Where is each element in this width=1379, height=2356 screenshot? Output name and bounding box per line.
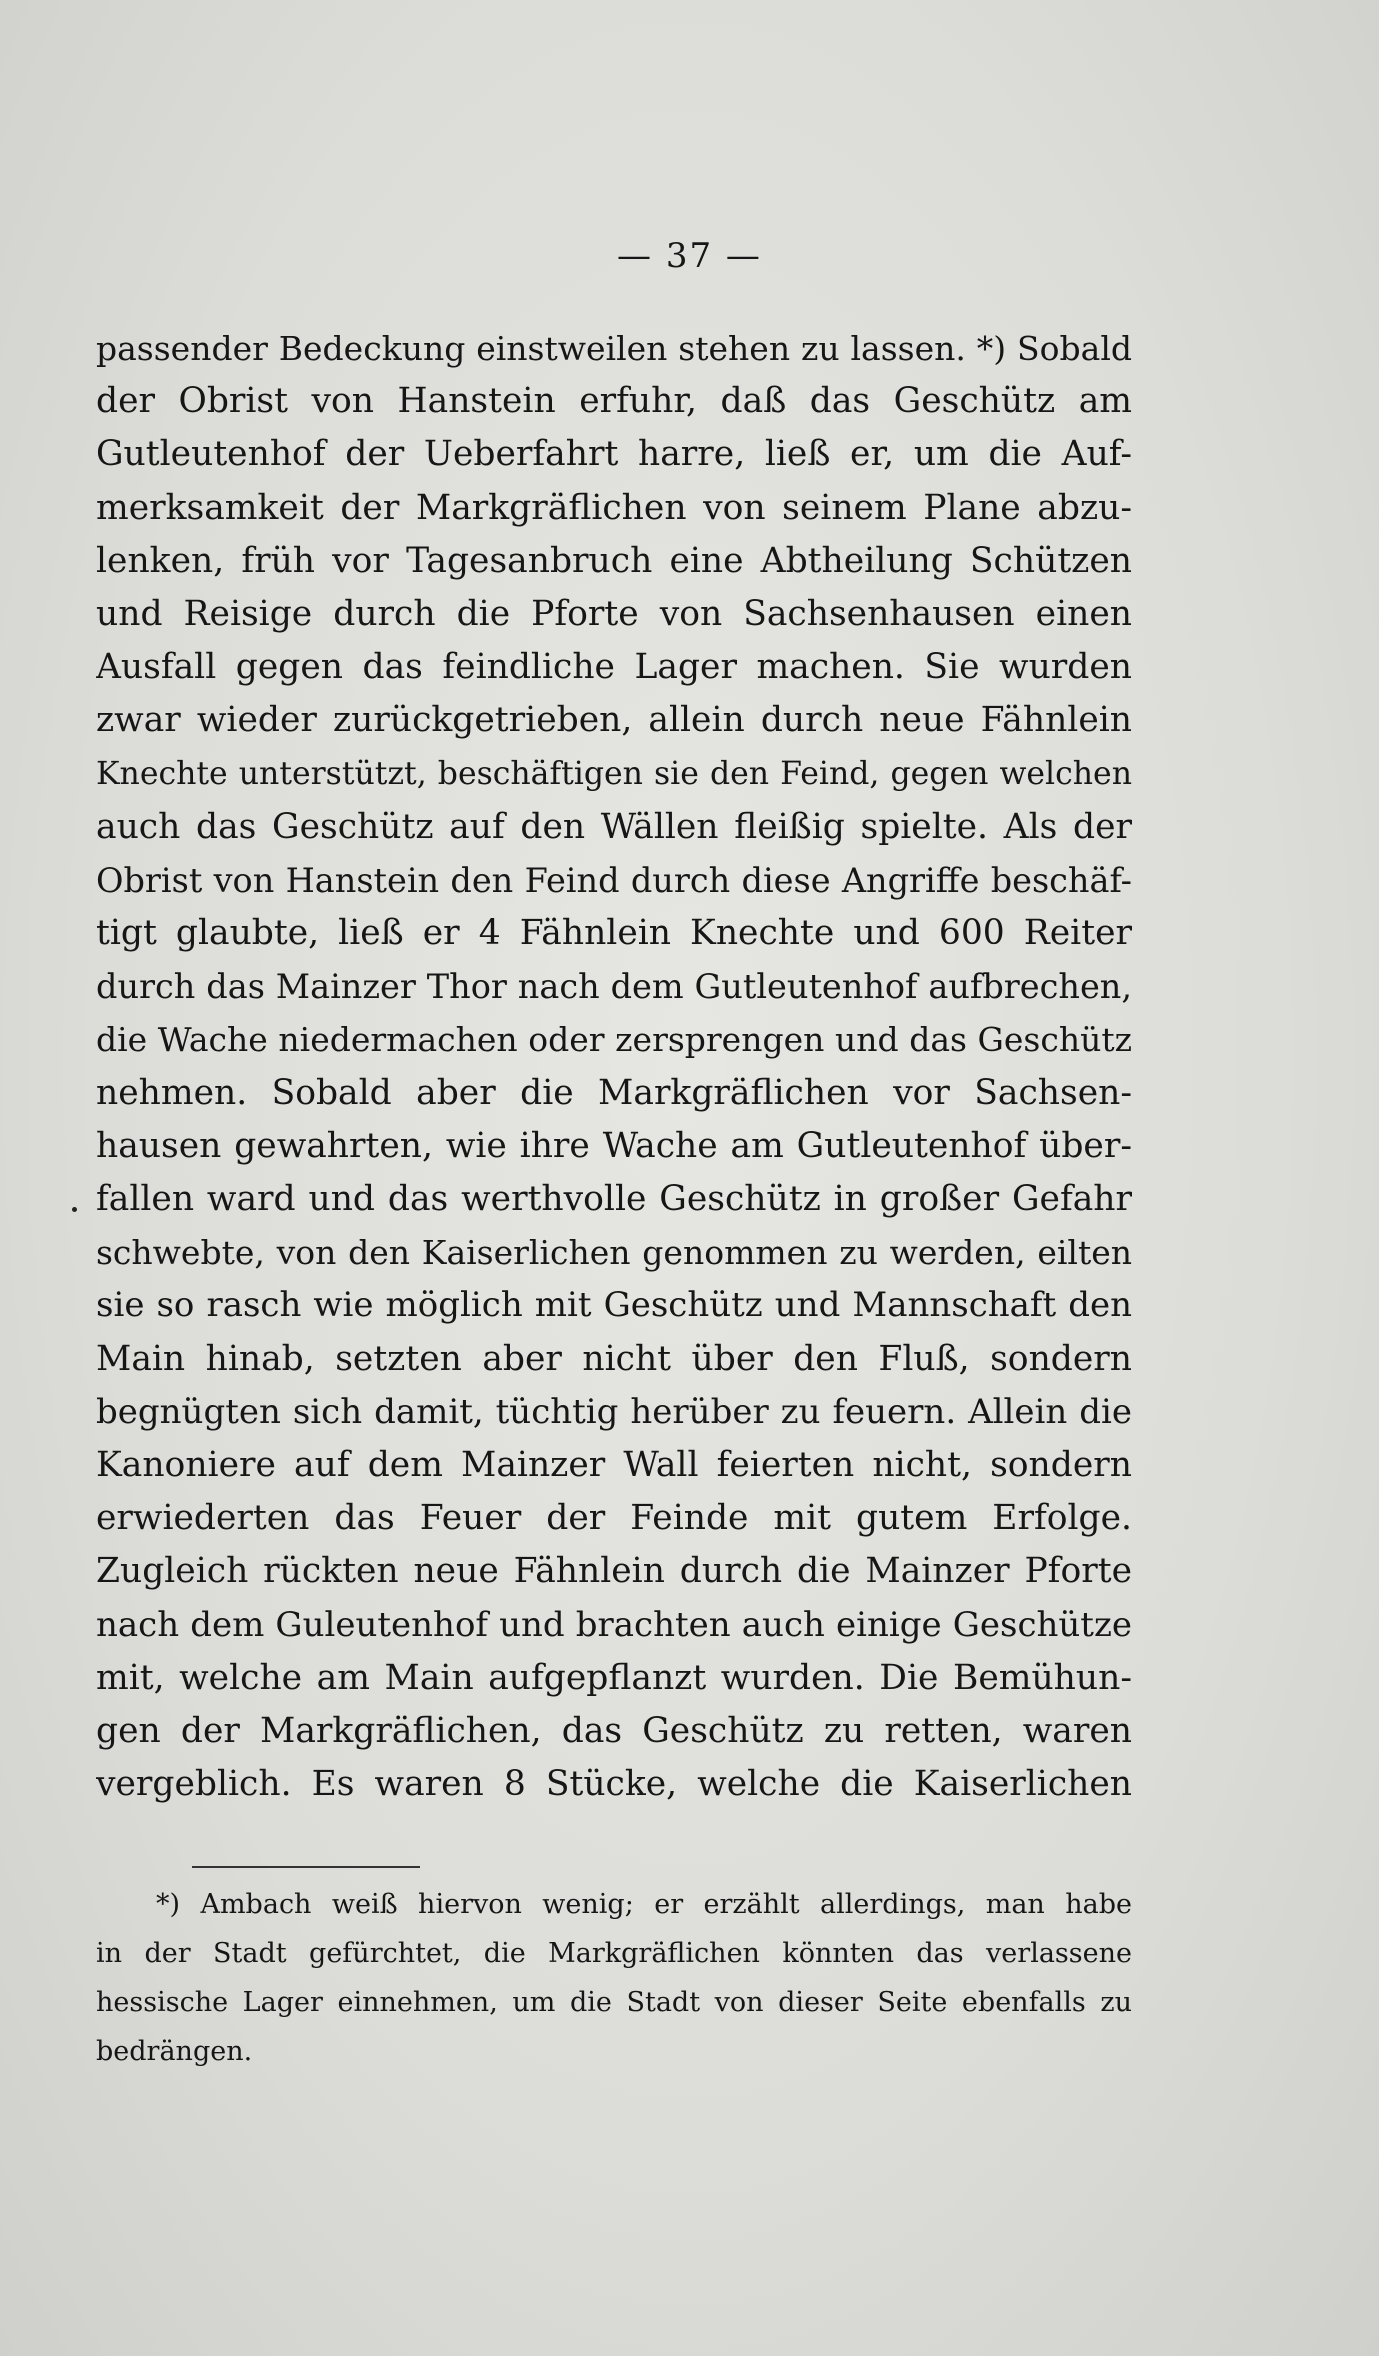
text-line: die Wache niedermachen oder zersprengen und das Geschütz	[96, 1020, 1132, 1060]
footnote-line: in der Stadt gefürchtet, die Markgräflichen könnten das verlassene	[96, 1938, 1132, 1969]
text-line: durch das Mainzer Thor nach dem Gutleutenhof aufbrechen,	[96, 967, 1132, 1007]
text-line: Gutleutenhof der Ueberfahrt harre, ließ er, um die Auf-	[96, 434, 1132, 475]
text-line: fallen ward und das werthvolle Geschütz in großer Gefahr	[96, 1179, 1132, 1219]
text-line: zwar wieder zurückgetrieben, allein durch neue Fähnlein	[96, 700, 1132, 741]
text-line: passender Bedeckung einstweilen stehen zu lassen. *) Sobald	[96, 329, 1132, 368]
text-line: schwebte, von den Kaiserlichen genommen zu werden, eilten	[96, 1233, 1132, 1273]
footnote-line: *) Ambach weiß hiervon wenig; er erzählt allerdings, man habe	[156, 1889, 1132, 1920]
text-line: begnügten sich damit, tüchtig herüber zu feuern. Allein die	[96, 1391, 1132, 1432]
text-line: Kanoniere auf dem Mainzer Wall feierten nicht, sondern	[96, 1444, 1132, 1485]
text-line: hausen gewahrten, wie ihre Wache am Gutleutenhof über-	[96, 1125, 1132, 1166]
text-line: mit, welche am Main aufgepflanzt wurden. Die Bemühun-	[96, 1657, 1132, 1698]
text-line: Ausfall gegen das feindliche Lager machen. Sie wurden	[96, 647, 1132, 688]
text-line: sie so rasch wie möglich mit Geschütz und Mannschaft den	[96, 1285, 1132, 1326]
footnote-line: bedrängen.	[96, 2036, 253, 2067]
text-line: nehmen. Sobald aber die Markgräflichen vor Sachsen-	[96, 1072, 1132, 1113]
text-line: und Reisige durch die Pforte von Sachsenhausen einen	[96, 593, 1132, 634]
text-line: erwiederten das Feuer der Feinde mit gutem Erfolge.	[96, 1498, 1132, 1539]
text-line: Knechte unterstützt, beschäftigen sie den Feind, gegen welchen	[96, 755, 1132, 792]
text-line: auch das Geschütz auf den Wällen fleißig spielte. Als der	[96, 806, 1132, 847]
text-line: Obrist von Hanstein den Feind durch diese Angriffe beschäf-	[96, 860, 1132, 900]
footnote-rule	[192, 1866, 420, 1868]
text-line: tigt glaubte, ließ er 4 Fähnlein Knechte und 600 Reiter	[96, 913, 1132, 954]
footnote	[96, 1880, 1132, 2076]
text-line: nach dem Guleutenhof und brachten auch einige Geschütze	[96, 1604, 1132, 1645]
page-number: — 37 —	[617, 236, 762, 276]
footnote-line: hessische Lager einnehmen, um die Stadt von dieser Seite ebenfalls zu	[96, 1987, 1132, 2018]
text-line: merksamkeit der Markgräflichen von seinem Plane abzu-	[96, 487, 1132, 528]
text-line: Main hinab, setzten aber nicht über den Fluß, sondern	[96, 1338, 1132, 1379]
text-line: Zugleich rückten neue Fähnlein durch die Mainzer Pforte	[96, 1551, 1132, 1592]
text-line: vergeblich. Es waren 8 Stücke, welche die Kaiserlichen	[96, 1764, 1132, 1805]
text-line: gen der Markgräflichen, das Geschütz zu retten, waren	[96, 1710, 1132, 1751]
text-line: der Obrist von Hanstein erfuhr, daß das Geschütz am	[96, 381, 1132, 422]
body-text	[96, 322, 1132, 1811]
text-line: lenken, früh vor Tagesanbruch eine Abtheilung Schützen	[96, 540, 1132, 581]
ink-speck	[72, 1207, 77, 1212]
